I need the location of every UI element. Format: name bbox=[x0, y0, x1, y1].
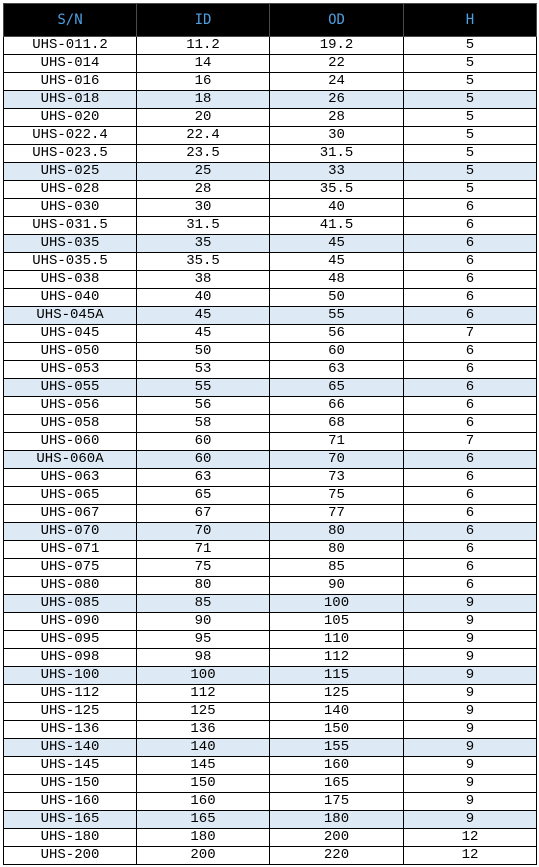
cell-h: 6 bbox=[404, 235, 537, 253]
cell-id: 23.5 bbox=[137, 145, 270, 163]
cell-h: 6 bbox=[404, 217, 537, 235]
cell-od: 110 bbox=[270, 631, 404, 649]
table-row bbox=[4, 253, 537, 271]
cell-id: 90 bbox=[137, 613, 270, 631]
cell-h: 9 bbox=[404, 757, 537, 775]
cell-od: 80 bbox=[270, 523, 404, 541]
cell-sn: UHS-060 bbox=[4, 433, 137, 451]
table-row bbox=[4, 271, 537, 289]
cell-od: 175 bbox=[270, 793, 404, 811]
cell-h: 9 bbox=[404, 685, 537, 703]
cell-h: 6 bbox=[404, 199, 537, 217]
cell-od: 100 bbox=[270, 595, 404, 613]
cell-h: 6 bbox=[404, 541, 537, 559]
table-row bbox=[4, 289, 537, 307]
header-id: ID bbox=[137, 4, 270, 37]
table-row bbox=[4, 451, 537, 469]
cell-sn: UHS-100 bbox=[4, 667, 137, 685]
cell-h: 6 bbox=[404, 523, 537, 541]
cell-id: 136 bbox=[137, 721, 270, 739]
table-row bbox=[4, 613, 537, 631]
table-row bbox=[4, 73, 537, 91]
cell-od: 80 bbox=[270, 541, 404, 559]
cell-id: 45 bbox=[137, 307, 270, 325]
cell-sn: UHS-065 bbox=[4, 487, 137, 505]
table-row bbox=[4, 469, 537, 487]
table-row bbox=[4, 505, 537, 523]
cell-od: 73 bbox=[270, 469, 404, 487]
table-row bbox=[4, 145, 537, 163]
cell-od: 155 bbox=[270, 739, 404, 757]
cell-h: 5 bbox=[404, 91, 537, 109]
cell-sn: UHS-025 bbox=[4, 163, 137, 181]
cell-sn: UHS-112 bbox=[4, 685, 137, 703]
cell-od: 45 bbox=[270, 253, 404, 271]
cell-id: 16 bbox=[137, 73, 270, 91]
cell-h: 9 bbox=[404, 649, 537, 667]
cell-sn: UHS-055 bbox=[4, 379, 137, 397]
cell-sn: UHS-050 bbox=[4, 343, 137, 361]
cell-id: 140 bbox=[137, 739, 270, 757]
cell-id: 18 bbox=[137, 91, 270, 109]
cell-id: 30 bbox=[137, 199, 270, 217]
cell-h: 6 bbox=[404, 397, 537, 415]
spec-table bbox=[3, 3, 537, 865]
cell-id: 40 bbox=[137, 289, 270, 307]
table-row bbox=[4, 631, 537, 649]
cell-od: 50 bbox=[270, 289, 404, 307]
cell-h: 5 bbox=[404, 37, 537, 55]
cell-sn: UHS-023.5 bbox=[4, 145, 137, 163]
cell-id: 85 bbox=[137, 595, 270, 613]
table-row bbox=[4, 109, 537, 127]
cell-od: 26 bbox=[270, 91, 404, 109]
table-row bbox=[4, 487, 537, 505]
cell-h: 6 bbox=[404, 469, 537, 487]
cell-sn: UHS-031.5 bbox=[4, 217, 137, 235]
cell-sn: UHS-056 bbox=[4, 397, 137, 415]
cell-sn: UHS-150 bbox=[4, 775, 137, 793]
cell-sn: UHS-140 bbox=[4, 739, 137, 757]
table-row bbox=[4, 361, 537, 379]
cell-h: 9 bbox=[404, 595, 537, 613]
spec-table-container bbox=[3, 3, 537, 865]
cell-sn: UHS-075 bbox=[4, 559, 137, 577]
table-row bbox=[4, 739, 537, 757]
table-row bbox=[4, 541, 537, 559]
cell-h: 5 bbox=[404, 109, 537, 127]
cell-id: 20 bbox=[137, 109, 270, 127]
cell-od: 63 bbox=[270, 361, 404, 379]
table-row bbox=[4, 415, 537, 433]
cell-h: 5 bbox=[404, 145, 537, 163]
cell-od: 56 bbox=[270, 325, 404, 343]
cell-id: 100 bbox=[137, 667, 270, 685]
cell-id: 35 bbox=[137, 235, 270, 253]
cell-h: 6 bbox=[404, 487, 537, 505]
cell-h: 5 bbox=[404, 163, 537, 181]
cell-h: 6 bbox=[404, 289, 537, 307]
cell-id: 200 bbox=[137, 847, 270, 865]
cell-h: 5 bbox=[404, 73, 537, 91]
table-row bbox=[4, 433, 537, 451]
cell-od: 24 bbox=[270, 73, 404, 91]
cell-sn: UHS-011.2 bbox=[4, 37, 137, 55]
cell-sn: UHS-180 bbox=[4, 829, 137, 847]
cell-id: 80 bbox=[137, 577, 270, 595]
cell-id: 70 bbox=[137, 523, 270, 541]
cell-h: 9 bbox=[404, 703, 537, 721]
cell-id: 112 bbox=[137, 685, 270, 703]
table-row bbox=[4, 649, 537, 667]
cell-h: 7 bbox=[404, 325, 537, 343]
cell-id: 50 bbox=[137, 343, 270, 361]
cell-id: 11.2 bbox=[137, 37, 270, 55]
cell-od: 165 bbox=[270, 775, 404, 793]
table-row bbox=[4, 757, 537, 775]
cell-id: 58 bbox=[137, 415, 270, 433]
cell-h: 9 bbox=[404, 721, 537, 739]
cell-id: 71 bbox=[137, 541, 270, 559]
cell-id: 150 bbox=[137, 775, 270, 793]
table-row bbox=[4, 523, 537, 541]
cell-h: 9 bbox=[404, 793, 537, 811]
table-row bbox=[4, 847, 537, 865]
cell-sn: UHS-145 bbox=[4, 757, 137, 775]
table-row bbox=[4, 703, 537, 721]
cell-od: 48 bbox=[270, 271, 404, 289]
cell-id: 53 bbox=[137, 361, 270, 379]
table-row bbox=[4, 91, 537, 109]
cell-sn: UHS-136 bbox=[4, 721, 137, 739]
cell-sn: UHS-045 bbox=[4, 325, 137, 343]
cell-od: 65 bbox=[270, 379, 404, 397]
header-sn: S/N bbox=[4, 4, 137, 37]
table-row bbox=[4, 721, 537, 739]
cell-sn: UHS-063 bbox=[4, 469, 137, 487]
table-row bbox=[4, 163, 537, 181]
cell-id: 125 bbox=[137, 703, 270, 721]
cell-id: 45 bbox=[137, 325, 270, 343]
table-row bbox=[4, 199, 537, 217]
cell-sn: UHS-200 bbox=[4, 847, 137, 865]
cell-h: 9 bbox=[404, 631, 537, 649]
cell-sn: UHS-045A bbox=[4, 307, 137, 325]
cell-od: 60 bbox=[270, 343, 404, 361]
cell-h: 5 bbox=[404, 55, 537, 73]
cell-id: 35.5 bbox=[137, 253, 270, 271]
cell-h: 9 bbox=[404, 739, 537, 757]
table-row bbox=[4, 235, 537, 253]
cell-sn: UHS-071 bbox=[4, 541, 137, 559]
cell-id: 95 bbox=[137, 631, 270, 649]
cell-id: 56 bbox=[137, 397, 270, 415]
cell-id: 145 bbox=[137, 757, 270, 775]
cell-sn: UHS-038 bbox=[4, 271, 137, 289]
cell-od: 140 bbox=[270, 703, 404, 721]
cell-sn: UHS-165 bbox=[4, 811, 137, 829]
cell-od: 150 bbox=[270, 721, 404, 739]
cell-h: 12 bbox=[404, 847, 537, 865]
cell-sn: UHS-090 bbox=[4, 613, 137, 631]
cell-h: 9 bbox=[404, 775, 537, 793]
cell-sn: UHS-035.5 bbox=[4, 253, 137, 271]
cell-od: 115 bbox=[270, 667, 404, 685]
cell-od: 112 bbox=[270, 649, 404, 667]
table-row bbox=[4, 829, 537, 847]
table-row bbox=[4, 181, 537, 199]
cell-sn: UHS-035 bbox=[4, 235, 137, 253]
cell-od: 75 bbox=[270, 487, 404, 505]
cell-od: 33 bbox=[270, 163, 404, 181]
cell-od: 160 bbox=[270, 757, 404, 775]
cell-sn: UHS-058 bbox=[4, 415, 137, 433]
header-od: OD bbox=[270, 4, 404, 37]
cell-h: 6 bbox=[404, 361, 537, 379]
cell-h: 6 bbox=[404, 253, 537, 271]
table-row bbox=[4, 55, 537, 73]
table-row bbox=[4, 667, 537, 685]
cell-h: 9 bbox=[404, 811, 537, 829]
cell-od: 220 bbox=[270, 847, 404, 865]
cell-h: 5 bbox=[404, 127, 537, 145]
cell-od: 71 bbox=[270, 433, 404, 451]
cell-sn: UHS-080 bbox=[4, 577, 137, 595]
table-body bbox=[4, 37, 537, 865]
cell-sn: UHS-070 bbox=[4, 523, 137, 541]
table-row bbox=[4, 37, 537, 55]
cell-od: 90 bbox=[270, 577, 404, 595]
cell-id: 75 bbox=[137, 559, 270, 577]
cell-sn: UHS-028 bbox=[4, 181, 137, 199]
table-row bbox=[4, 595, 537, 613]
cell-sn: UHS-014 bbox=[4, 55, 137, 73]
cell-h: 9 bbox=[404, 667, 537, 685]
cell-sn: UHS-067 bbox=[4, 505, 137, 523]
table-row bbox=[4, 793, 537, 811]
cell-od: 45 bbox=[270, 235, 404, 253]
header-h: H bbox=[404, 4, 537, 37]
header-row bbox=[4, 4, 537, 37]
cell-sn: UHS-160 bbox=[4, 793, 137, 811]
cell-id: 60 bbox=[137, 433, 270, 451]
cell-sn: UHS-030 bbox=[4, 199, 137, 217]
cell-sn: UHS-098 bbox=[4, 649, 137, 667]
cell-h: 12 bbox=[404, 829, 537, 847]
cell-sn: UHS-022.4 bbox=[4, 127, 137, 145]
cell-od: 85 bbox=[270, 559, 404, 577]
cell-od: 105 bbox=[270, 613, 404, 631]
cell-h: 6 bbox=[404, 559, 537, 577]
table-row bbox=[4, 811, 537, 829]
cell-od: 31.5 bbox=[270, 145, 404, 163]
table-row bbox=[4, 577, 537, 595]
cell-sn: UHS-016 bbox=[4, 73, 137, 91]
table-row bbox=[4, 559, 537, 577]
cell-od: 125 bbox=[270, 685, 404, 703]
table-row bbox=[4, 343, 537, 361]
cell-id: 28 bbox=[137, 181, 270, 199]
table-row bbox=[4, 127, 537, 145]
cell-sn: UHS-053 bbox=[4, 361, 137, 379]
cell-id: 160 bbox=[137, 793, 270, 811]
cell-id: 55 bbox=[137, 379, 270, 397]
cell-h: 6 bbox=[404, 379, 537, 397]
cell-id: 38 bbox=[137, 271, 270, 289]
table-row bbox=[4, 379, 537, 397]
cell-sn: UHS-018 bbox=[4, 91, 137, 109]
cell-od: 70 bbox=[270, 451, 404, 469]
cell-h: 9 bbox=[404, 613, 537, 631]
cell-h: 6 bbox=[404, 343, 537, 361]
cell-id: 22.4 bbox=[137, 127, 270, 145]
cell-h: 7 bbox=[404, 433, 537, 451]
table-row bbox=[4, 397, 537, 415]
cell-od: 28 bbox=[270, 109, 404, 127]
cell-id: 31.5 bbox=[137, 217, 270, 235]
cell-id: 65 bbox=[137, 487, 270, 505]
cell-id: 180 bbox=[137, 829, 270, 847]
cell-h: 6 bbox=[404, 307, 537, 325]
cell-od: 55 bbox=[270, 307, 404, 325]
cell-od: 200 bbox=[270, 829, 404, 847]
cell-od: 19.2 bbox=[270, 37, 404, 55]
cell-id: 25 bbox=[137, 163, 270, 181]
table-row bbox=[4, 217, 537, 235]
cell-h: 6 bbox=[404, 271, 537, 289]
cell-sn: UHS-125 bbox=[4, 703, 137, 721]
cell-od: 30 bbox=[270, 127, 404, 145]
cell-h: 6 bbox=[404, 415, 537, 433]
cell-sn: UHS-095 bbox=[4, 631, 137, 649]
table-row bbox=[4, 325, 537, 343]
table-row bbox=[4, 685, 537, 703]
table-row bbox=[4, 307, 537, 325]
cell-h: 6 bbox=[404, 577, 537, 595]
cell-h: 6 bbox=[404, 505, 537, 523]
cell-id: 14 bbox=[137, 55, 270, 73]
cell-id: 165 bbox=[137, 811, 270, 829]
cell-h: 5 bbox=[404, 181, 537, 199]
cell-od: 77 bbox=[270, 505, 404, 523]
cell-sn: UHS-085 bbox=[4, 595, 137, 613]
cell-sn: UHS-020 bbox=[4, 109, 137, 127]
cell-id: 98 bbox=[137, 649, 270, 667]
cell-id: 67 bbox=[137, 505, 270, 523]
cell-od: 180 bbox=[270, 811, 404, 829]
cell-od: 68 bbox=[270, 415, 404, 433]
cell-sn: UHS-060A bbox=[4, 451, 137, 469]
cell-id: 63 bbox=[137, 469, 270, 487]
table-row bbox=[4, 775, 537, 793]
cell-od: 40 bbox=[270, 199, 404, 217]
cell-h: 6 bbox=[404, 451, 537, 469]
cell-id: 60 bbox=[137, 451, 270, 469]
cell-od: 66 bbox=[270, 397, 404, 415]
cell-od: 22 bbox=[270, 55, 404, 73]
cell-od: 41.5 bbox=[270, 217, 404, 235]
cell-sn: UHS-040 bbox=[4, 289, 137, 307]
cell-od: 35.5 bbox=[270, 181, 404, 199]
